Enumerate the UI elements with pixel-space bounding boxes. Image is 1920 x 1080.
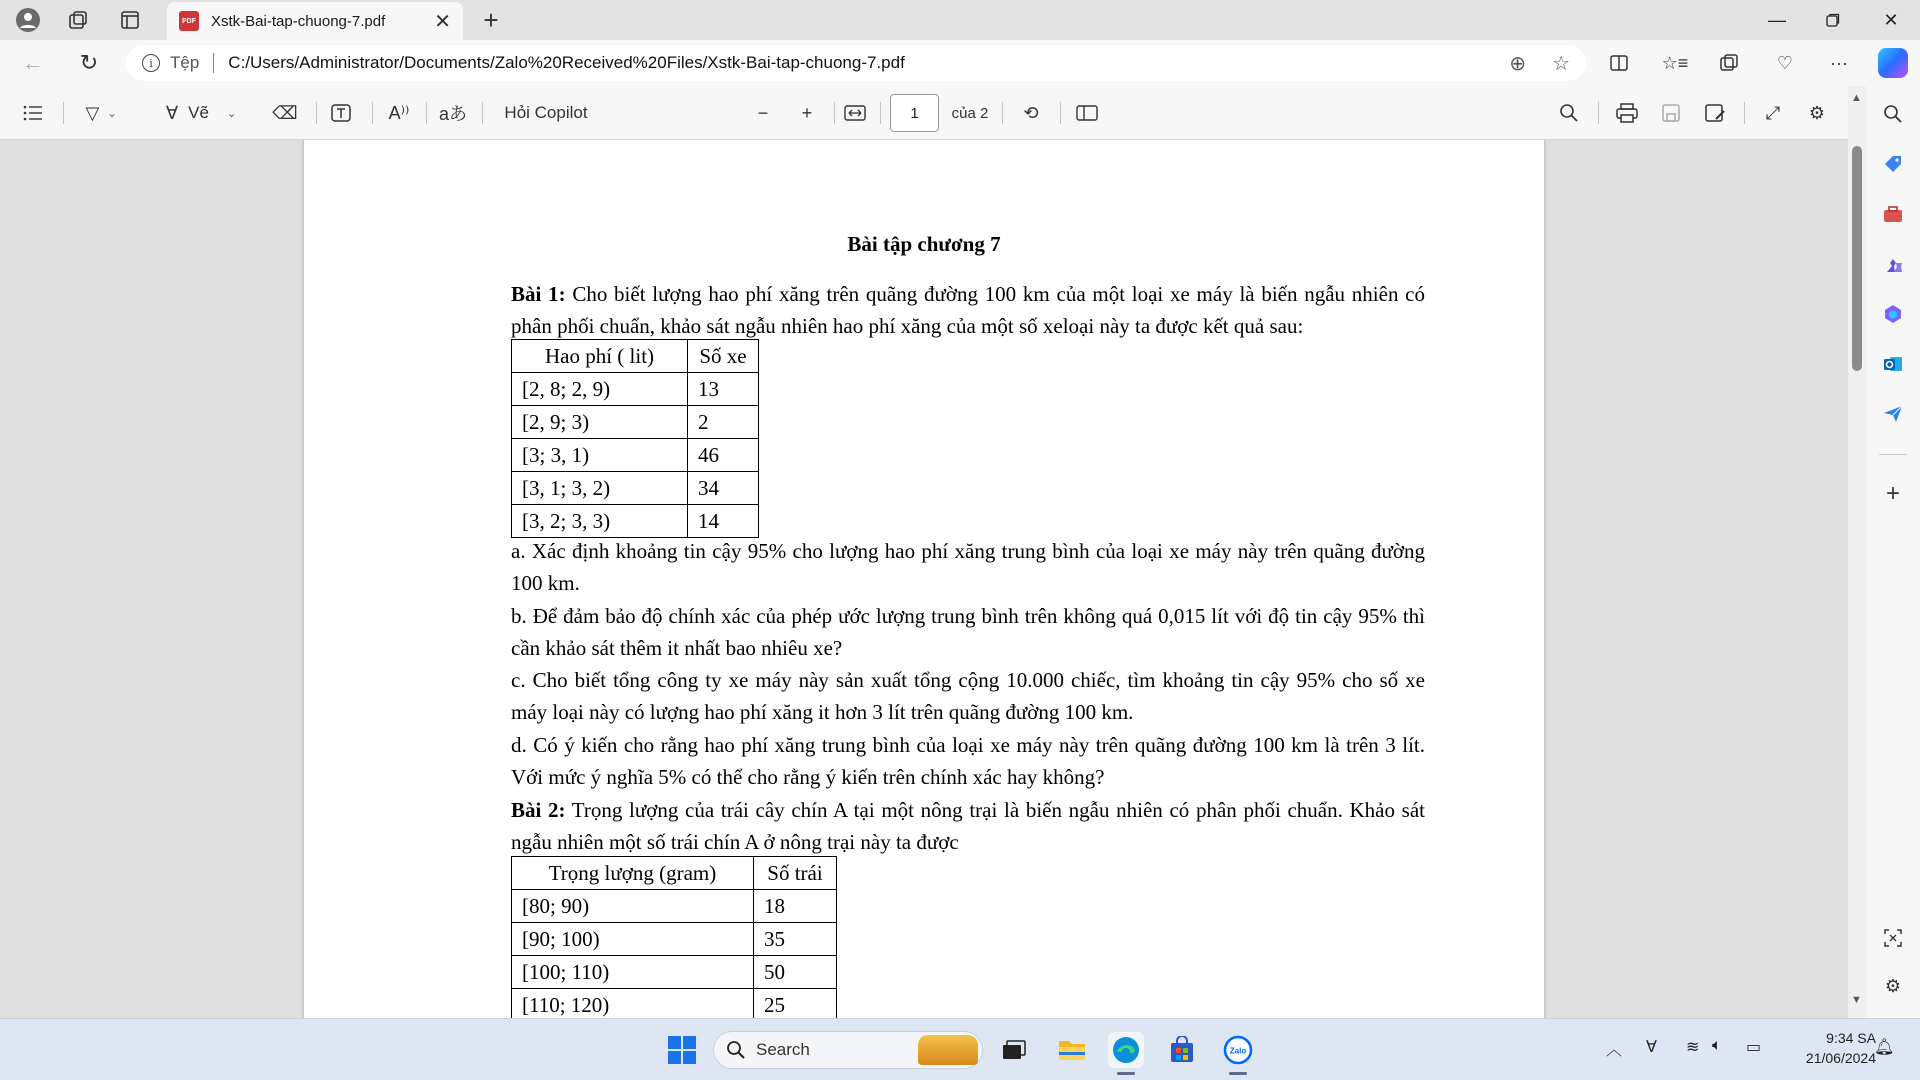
system-clock[interactable] xyxy=(1780,1028,1876,1068)
fit-to-width-button[interactable] xyxy=(840,98,870,128)
add-text-button[interactable] xyxy=(326,98,356,128)
save-as-icon xyxy=(1704,103,1726,123)
table-cell: 46 xyxy=(688,439,759,472)
page-view-button[interactable] xyxy=(1072,98,1102,128)
sidebar-divider xyxy=(1879,454,1907,455)
save-button[interactable] xyxy=(1656,98,1686,128)
back-button[interactable] xyxy=(16,48,50,78)
store-button[interactable] xyxy=(1164,1032,1200,1068)
copilot-icon[interactable] xyxy=(1878,48,1908,78)
gear-icon: ⚙ xyxy=(1884,975,1902,996)
task-view-icon xyxy=(1001,1039,1027,1061)
highlighter-icon: ▽ xyxy=(85,102,100,123)
start-button[interactable] xyxy=(664,1032,700,1068)
profile-button[interactable] xyxy=(8,5,48,35)
table-row xyxy=(512,472,759,505)
sidebar-drop-button[interactable] xyxy=(1879,400,1907,428)
running-indicator xyxy=(1117,1072,1135,1075)
scroll-down-icon[interactable]: ▼ xyxy=(1851,994,1862,1006)
table-row xyxy=(512,406,759,439)
pdf-toolbar xyxy=(0,86,1866,140)
site-label: Tệp xyxy=(170,53,200,72)
search-highlight-image xyxy=(918,1035,978,1065)
search-icon xyxy=(726,1040,746,1060)
plus-icon: + xyxy=(483,4,499,35)
zoom-out-button[interactable] xyxy=(748,98,778,128)
edge-browser-icon xyxy=(1111,1035,1141,1065)
pdf-page xyxy=(304,140,1544,1018)
microsoft365-icon xyxy=(1882,303,1904,325)
info-icon[interactable]: i xyxy=(142,54,160,72)
sidebar-shopping-button[interactable] xyxy=(1879,150,1907,178)
edge-sidebar xyxy=(1866,86,1920,1018)
divider xyxy=(1598,102,1599,124)
clock-date: 21/06/2024 xyxy=(1805,1050,1876,1066)
browser-essentials-button[interactable] xyxy=(1768,48,1802,78)
sidebar-search-button[interactable] xyxy=(1879,100,1907,128)
page-total-label: của 2 xyxy=(951,104,989,122)
divider xyxy=(213,53,214,73)
list-icon xyxy=(23,105,43,121)
divider xyxy=(482,102,483,124)
table-row xyxy=(512,956,837,989)
split-screen-button[interactable] xyxy=(1602,48,1636,78)
search-icon xyxy=(1559,103,1579,123)
draw-label: Vẽ xyxy=(188,103,209,122)
ask-copilot-button[interactable] xyxy=(496,98,596,128)
table-row xyxy=(512,439,759,472)
fit-width-icon xyxy=(844,105,866,121)
restore-icon xyxy=(1826,13,1840,27)
chevron-down-icon: ⌄ xyxy=(107,107,117,120)
rotate-icon: ⟲ xyxy=(1023,102,1039,123)
vertical-tabs-icon xyxy=(120,10,140,30)
save-icon xyxy=(1661,103,1681,123)
table-of-contents-button[interactable] xyxy=(18,98,48,128)
draw-button[interactable] xyxy=(158,98,244,128)
table-fruit-weight xyxy=(511,856,837,1018)
sidebar-add-button[interactable] xyxy=(1879,480,1907,508)
print-button[interactable] xyxy=(1612,98,1642,128)
volume-icon[interactable]: 🔈︎ xyxy=(1712,1037,1722,1054)
settings-more-button[interactable] xyxy=(1822,48,1856,78)
favorite-star-icon[interactable]: ☆ xyxy=(1552,52,1570,75)
store-bag-icon xyxy=(1168,1036,1196,1064)
divider xyxy=(880,102,881,124)
restore-button[interactable] xyxy=(1808,0,1858,40)
chess-pieces-icon xyxy=(1882,253,1904,275)
close-icon: ✕ xyxy=(1883,9,1899,30)
favorites-icon: ☆≡ xyxy=(1661,52,1689,73)
shopping-tag-icon xyxy=(1882,153,1904,175)
pen-icon: ∀ xyxy=(165,102,179,123)
page-view-icon xyxy=(1076,105,1098,121)
page-total xyxy=(948,98,992,128)
tab-bar xyxy=(0,0,1920,40)
zoom-icon[interactable]: ⊕ xyxy=(1509,52,1527,75)
table-cell: 14 xyxy=(688,505,759,538)
search-placeholder: Search xyxy=(756,1040,810,1059)
table-cell: 2 xyxy=(688,406,759,439)
table-cell: [90; 100) xyxy=(512,923,754,956)
screenshot-icon xyxy=(1883,928,1903,948)
table-header-row xyxy=(512,340,759,373)
zalo-icon xyxy=(1223,1035,1253,1065)
table-fuel-consumption xyxy=(511,339,759,538)
sidebar-tools-button[interactable] xyxy=(1879,200,1907,228)
send-plane-icon xyxy=(1882,404,1904,424)
table-header-cell: Trọng lượng (gram) xyxy=(512,857,754,890)
translate-icon: aあ xyxy=(438,104,467,124)
table-cell: 13 xyxy=(688,373,759,406)
question-c: c. Cho biết tổng công ty xe máy này sản xuất tổng cộng 10.000 chiếc, tìm khoảng tin cậy 95% cho số xe máy loại này có lượng hao phí xăng it hơn 3 lít trên quãng đường 100 km. xyxy=(511,668,1425,725)
sidebar-games-button[interactable] xyxy=(1879,250,1907,278)
taskbar-search-box[interactable] xyxy=(713,1031,983,1069)
table-row xyxy=(512,923,837,956)
document-title: Bài tập chương 7 xyxy=(847,232,1001,256)
split-screen-icon xyxy=(1609,53,1629,73)
highlight-button[interactable] xyxy=(74,98,128,128)
table-cell: [2, 8; 2, 9) xyxy=(512,373,688,406)
divider xyxy=(834,102,835,124)
minimize-button[interactable] xyxy=(1752,0,1802,40)
pdf-viewport[interactable] xyxy=(0,140,1848,1018)
divider xyxy=(1002,102,1003,124)
tab-actions-button[interactable] xyxy=(110,5,150,35)
task-view-button[interactable] xyxy=(996,1032,1032,1068)
table-cell: [3, 2; 3, 3) xyxy=(512,505,688,538)
table-cell: 50 xyxy=(754,956,837,989)
read-aloud-icon: A⁾⁾ xyxy=(388,102,410,123)
sidebar-settings-button[interactable] xyxy=(1879,972,1907,1000)
bai2-label: Bài 2: xyxy=(511,798,566,822)
minus-icon: − xyxy=(757,102,769,123)
expand-icon: ⤢ xyxy=(1765,102,1781,123)
question-b: b. Để đảm bảo độ chính xác của phép ước lượng trung bình trên không quá 0,015 lít với độ tin cậy 95% thì cần khảo sát thêm it nhất bao nhiêu xe? xyxy=(511,604,1425,661)
table-cell: [3; 3, 1) xyxy=(512,439,688,472)
zalo-button[interactable] xyxy=(1220,1032,1256,1068)
notification-bell-icon[interactable]: 🔔︎ xyxy=(1874,1039,1895,1056)
fullscreen-button[interactable] xyxy=(1758,98,1788,128)
table-row xyxy=(512,890,837,923)
divider xyxy=(372,102,373,124)
question-a: a. Xác định khoảng tin cậy 95% cho lượng hao phí xăng trung bình của loại xe máy này trên quãng đường 100 km. xyxy=(511,539,1425,596)
more-icon: ··· xyxy=(1830,52,1848,73)
scroll-up-icon[interactable]: ▲ xyxy=(1851,92,1862,104)
ask-copilot-label: Hỏi Copilot xyxy=(504,103,588,122)
search-icon xyxy=(1883,104,1903,124)
edge-taskbar-button[interactable] xyxy=(1108,1032,1144,1068)
windows-taskbar xyxy=(0,1018,1920,1080)
eraser-icon: ⌫ xyxy=(272,102,298,123)
gear-icon: ⚙ xyxy=(1808,102,1826,123)
collections-icon xyxy=(1719,53,1739,73)
svg-text:Zalo: Zalo xyxy=(1229,1046,1247,1056)
vpn-icon[interactable]: ∀ xyxy=(1646,1039,1657,1056)
outlook-icon xyxy=(1882,353,1904,375)
scrollbar-thumb[interactable] xyxy=(1852,146,1862,371)
question-d: d. Có ý kiến cho rằng hao phí xăng trung bình của loại xe máy này trên quãng đường 100 km là trên 3 lít. Với mức ý nghĩa 5% có thể cho rằng ý kiến trên chính xác hay không? xyxy=(511,733,1425,790)
heart-pulse-icon: ♡ xyxy=(1776,52,1794,73)
workspaces-button[interactable] xyxy=(58,5,98,35)
zoom-in-button[interactable] xyxy=(792,98,822,128)
bai1-paragraph xyxy=(511,278,1425,343)
table-header-cell: Số xe xyxy=(688,340,759,373)
running-indicator xyxy=(1229,1072,1247,1075)
table-cell: 25 xyxy=(754,989,837,1019)
chevron-down-icon: ⌄ xyxy=(226,107,237,120)
divider xyxy=(63,102,64,124)
address-row xyxy=(0,40,1920,86)
plus-icon: + xyxy=(801,102,813,123)
battery-icon[interactable]: ▭ xyxy=(1746,1039,1762,1056)
refresh-button[interactable] xyxy=(72,48,106,78)
pdf-file-icon: PDF xyxy=(179,11,199,31)
table-cell: 35 xyxy=(754,923,837,956)
vertical-scrollbar[interactable] xyxy=(1848,86,1866,1018)
collections-button[interactable] xyxy=(1712,48,1746,78)
refresh-icon: ↻ xyxy=(79,50,99,75)
windows-logo-icon xyxy=(668,1036,696,1064)
table-header-row xyxy=(512,857,837,890)
divider xyxy=(1744,102,1745,124)
table-cell: [3, 1; 3, 2) xyxy=(512,472,688,505)
text-box-icon xyxy=(331,104,351,122)
divider xyxy=(426,102,427,124)
rotate-button[interactable] xyxy=(1016,98,1046,128)
active-tab[interactable] xyxy=(167,2,463,40)
minimize-icon: — xyxy=(1768,9,1786,30)
bai2-text: Trọng lượng của trái cây chín A tại một nông trại là biến ngẫu nhiên có phân phối chuẩn. Khảo sát ngẫu nhiên một số trái chín A ở nông trại này ta được xyxy=(511,798,1425,855)
file-explorer-button[interactable] xyxy=(1054,1032,1090,1068)
bai1-label: Bài 1: xyxy=(511,282,566,306)
save-as-button[interactable] xyxy=(1700,98,1730,128)
tab-title: Xstk-Bai-tap-chuong-7.pdf xyxy=(211,12,386,30)
table-row xyxy=(512,989,837,1019)
plus-icon: + xyxy=(1885,480,1900,507)
pdf-settings-button[interactable] xyxy=(1802,98,1832,128)
profile-icon xyxy=(15,7,41,33)
wifi-icon[interactable]: ≋ xyxy=(1686,1039,1700,1056)
divider xyxy=(1060,102,1061,124)
divider xyxy=(316,102,317,124)
table-cell: [2, 9; 3) xyxy=(512,406,688,439)
table-cell: 18 xyxy=(754,890,837,923)
table-cell: 34 xyxy=(688,472,759,505)
printer-icon xyxy=(1616,103,1638,123)
clock-time: 9:34 SA xyxy=(1826,1030,1876,1046)
favorites-button[interactable] xyxy=(1658,48,1692,78)
workspaces-icon xyxy=(67,9,89,31)
table-row xyxy=(512,373,759,406)
url-text[interactable]: C:/Users/Administrator/Documents/Zalo%20Received%20Files/Xstk-Bai-tap-chuong-7.pdf xyxy=(228,53,905,72)
tab-close-icon[interactable]: ✕ xyxy=(434,10,451,33)
read-aloud-button[interactable] xyxy=(382,98,416,128)
table-row xyxy=(512,505,759,538)
bai2-paragraph xyxy=(511,794,1425,859)
sidebar-outlook-button[interactable] xyxy=(1879,350,1907,378)
table-cell: [110; 120) xyxy=(512,989,754,1019)
back-arrow-icon: ← xyxy=(22,50,44,75)
page-number-input[interactable]: 1 xyxy=(890,94,939,132)
address-bar[interactable] xyxy=(126,45,1586,81)
folder-icon xyxy=(1057,1037,1087,1063)
table-cell: [80; 90) xyxy=(512,890,754,923)
translate-button[interactable] xyxy=(436,98,470,128)
table-header-cell: Hao phí ( lit) xyxy=(512,340,688,373)
find-button[interactable] xyxy=(1554,98,1584,128)
table-header-cell: Số trái xyxy=(754,857,837,890)
erase-button[interactable] xyxy=(270,98,300,128)
new-tab-button[interactable] xyxy=(474,5,508,35)
show-hidden-icons-chevron-icon[interactable]: ︿ xyxy=(1606,1042,1623,1059)
sidebar-screenshot-button[interactable] xyxy=(1879,924,1907,952)
toolbox-icon xyxy=(1882,204,1904,224)
sidebar-microsoft365-button[interactable] xyxy=(1879,300,1907,328)
close-window-button[interactable] xyxy=(1866,0,1916,40)
table-cell: [100; 110) xyxy=(512,956,754,989)
bai1-text: Cho biết lượng hao phí xăng trên quãng đường 100 km của một loại xe máy là biến ngẫu nhiên có phân phối chuẩn, khảo sát ngẫu nhiên hao phí xăng của một số xeloại này ta được kết quả sau: xyxy=(511,282,1425,339)
